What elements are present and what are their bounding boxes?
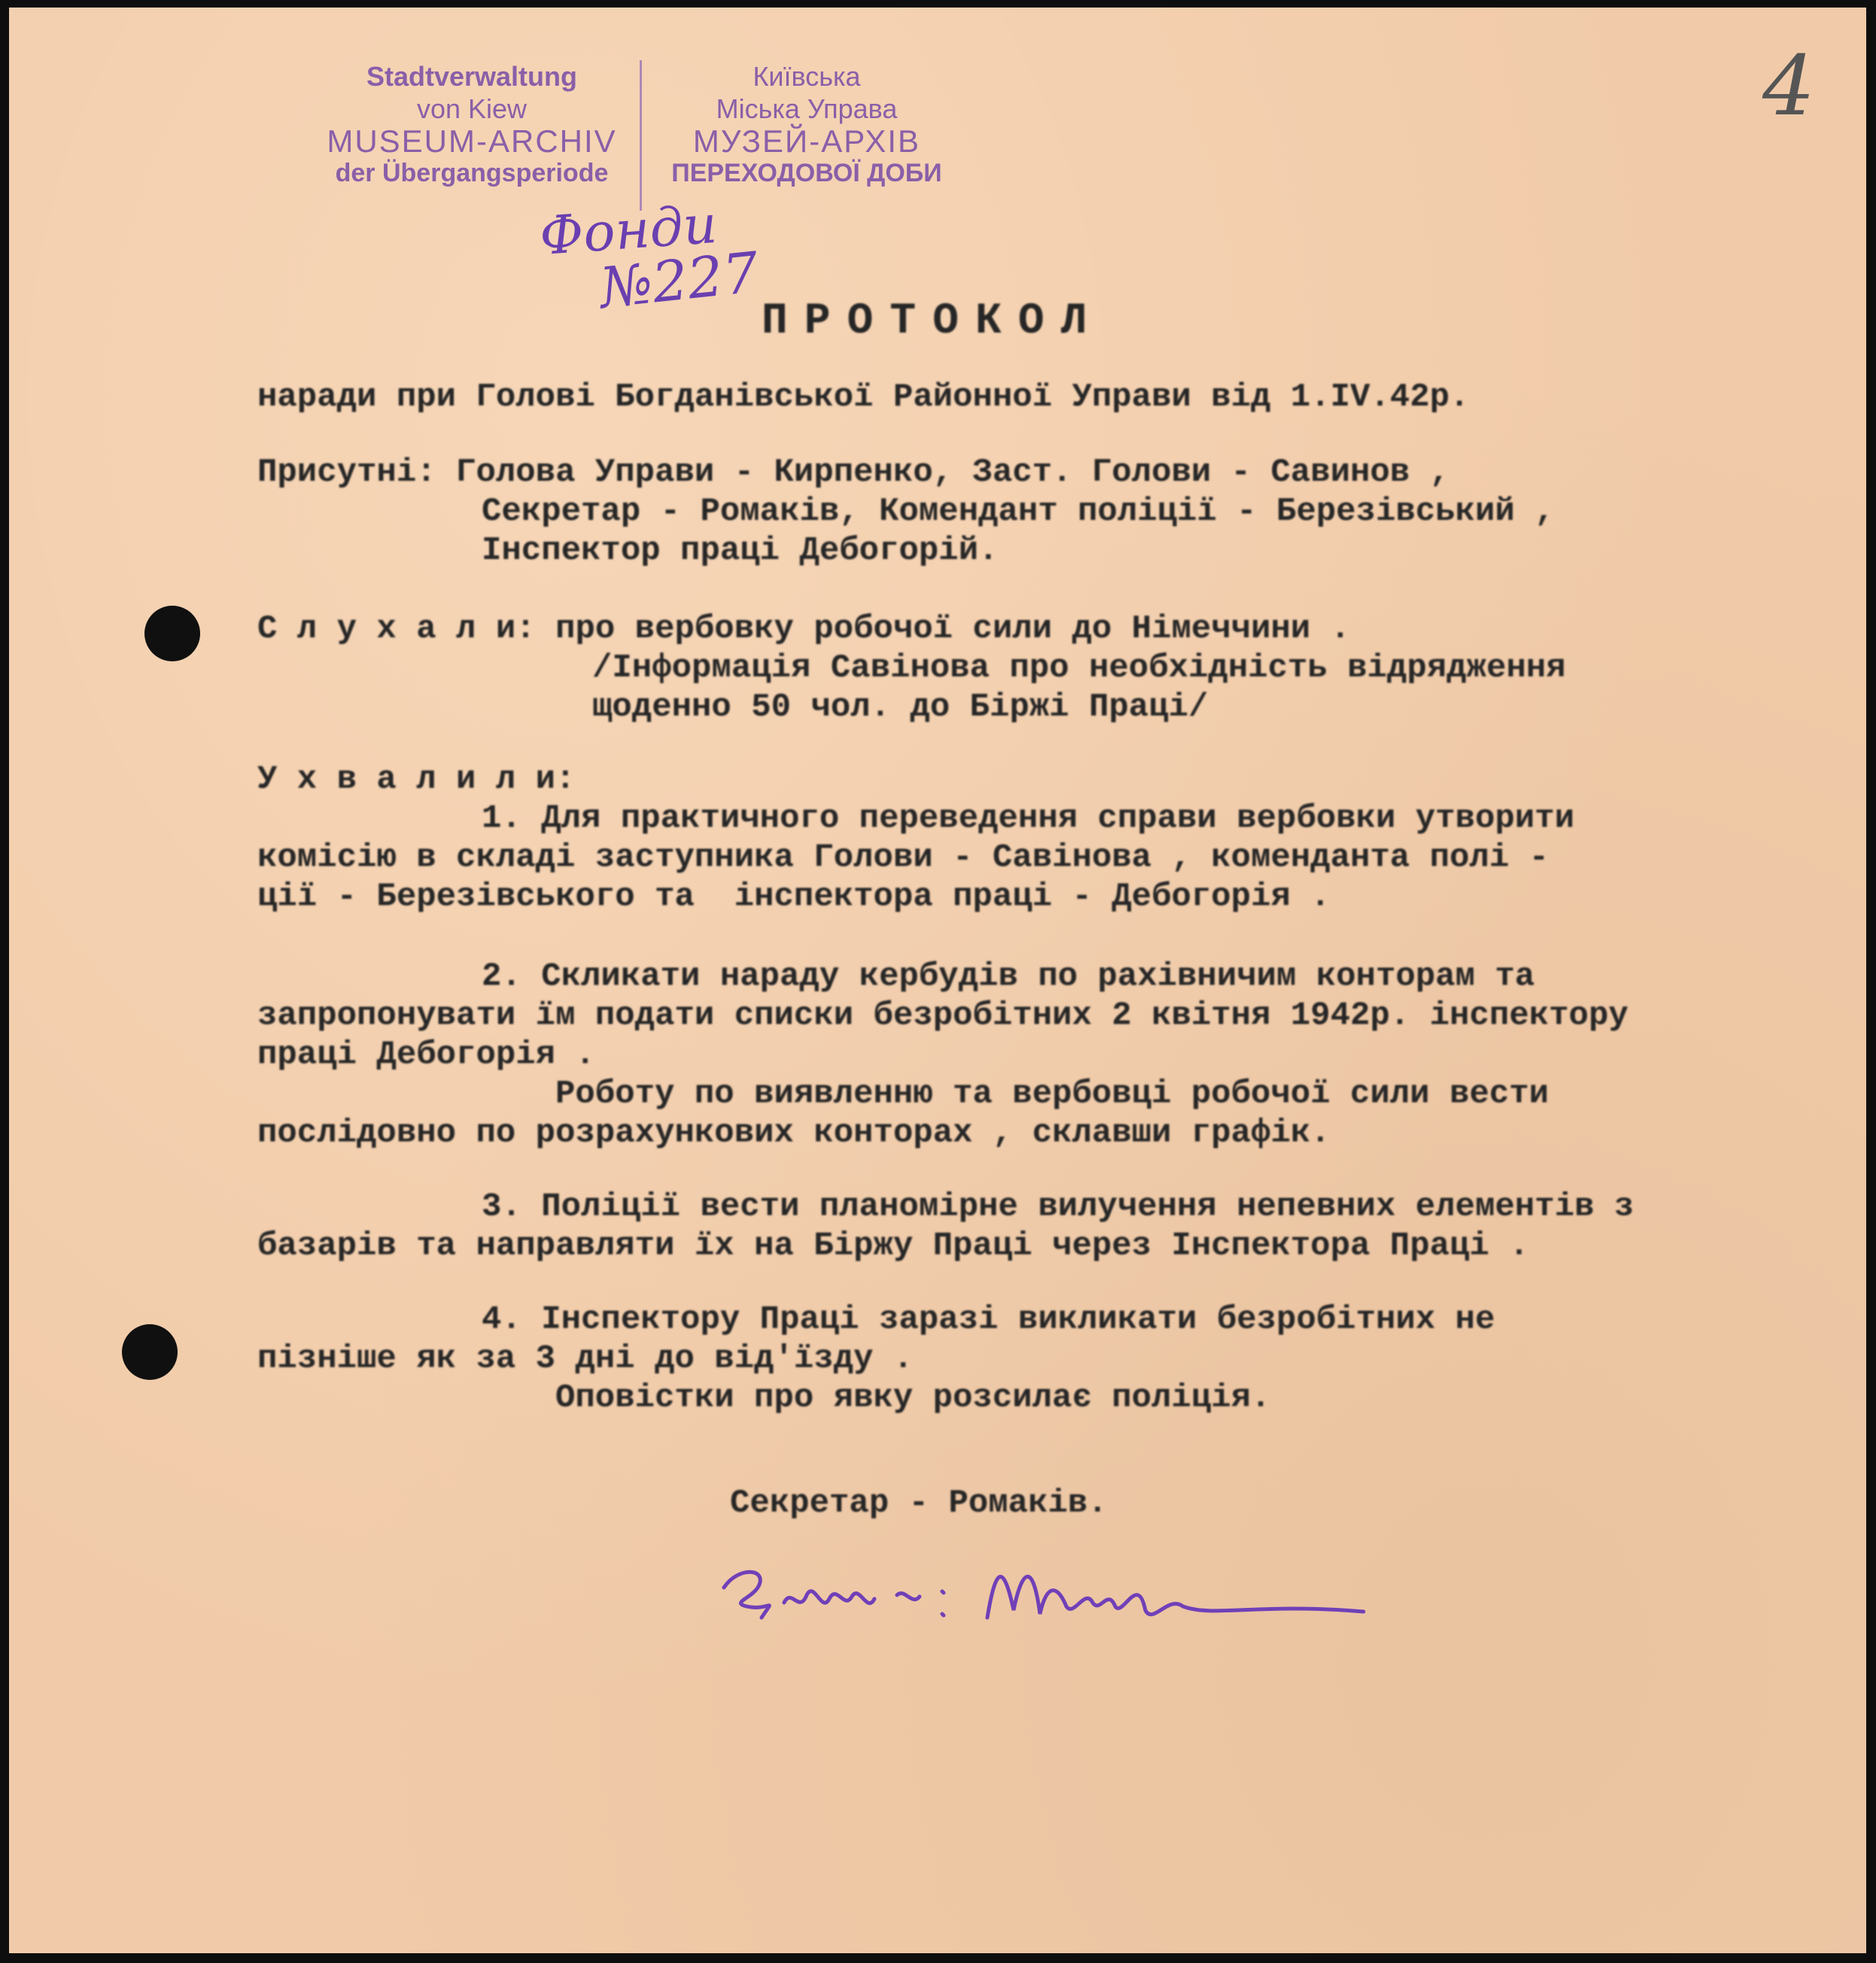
stamp-ua-line-1: Київська (753, 61, 861, 92)
heard-line-1: С л у х а л и: про вербовку робочої сили до Німеччини . (257, 610, 1351, 648)
punch-hole (122, 1324, 178, 1380)
present-line-1: Присутні: Голова Управи - Кирпенко, Заст. Голови - Савинов , (257, 454, 1450, 491)
secretary-signature-line: Секретар - Ромаків. (730, 1484, 1108, 1522)
handwritten-fond-number: №227 (597, 240, 762, 321)
item-3-line-2: базарів та направляти їх на Біржу Праці через Інспектора Праці . (257, 1227, 1529, 1265)
item-4-line-2: пізніше як за 3 дні до від'їзду . (257, 1340, 914, 1378)
item-2-line-5: послідовно по розрахункових конторах , склавши графік. (257, 1114, 1330, 1152)
item-2-line-4: Роботу по виявленню та вербовці робочої сили вести (555, 1075, 1549, 1113)
stamp-ua-line-2: Міська Управа (716, 93, 898, 124)
decided-heading: У х в а л и л и: (257, 761, 576, 798)
handwritten-fond-label: Фонди (537, 193, 719, 268)
item-2-line-2: запропонувати їм подати списки безробітних 2 квітня 1942р. інспектору (257, 997, 1628, 1035)
item-4-line-1: 4. Інспектору Праці заразі викликати безробітних не (482, 1301, 1495, 1339)
certified-signature (716, 1542, 1379, 1640)
stamp-de-line-4: der Übergangsperiode (335, 159, 609, 187)
stamp-de-line-2: von Kiew (416, 93, 528, 124)
archive-stamp (306, 53, 984, 218)
stamp-german-column (306, 60, 637, 190)
present-line-2: Секретар - Ромаків, Комендант поліції - Березівський , (482, 493, 1555, 530)
item-1-line-1: 1. Для практичного переведення справи вербовки утворити (482, 800, 1575, 837)
stamp-de-line-1: Stadtverwaltung (366, 61, 578, 92)
handwritten-page-number: 4 (1762, 38, 1815, 134)
stamp-ukrainian-column (641, 60, 972, 190)
subtitle-line: наради при Голові Богданівської Районної Управи від 1.IV.42р. (257, 378, 1470, 416)
stamp-de-line-3: MUSEUM-ARCHIV (327, 123, 617, 159)
item-1-line-3: ції - Березівського та інспектора праці - Дебогорія . (257, 878, 1330, 916)
item-4-line-3: Оповістки про явку розсилає поліція. (555, 1379, 1271, 1417)
present-line-3: Інспектор праці Дебогорій. (482, 532, 999, 570)
heard-line-2: /Інформація Савінова про необхідність відрядження (592, 649, 1566, 687)
document-page (9, 8, 1866, 1953)
punch-hole (144, 606, 200, 661)
stamp-ua-line-4: ПЕРЕХОДОВОЇ ДОБИ (671, 159, 942, 187)
item-2-line-3: праці Дебогорія . (257, 1036, 595, 1074)
heard-line-3: щоденно 50 чол. до Біржі Праці/ (592, 688, 1209, 726)
item-3-line-1: 3. Поліції вести планомірне вилучення непевних елементів з (482, 1188, 1634, 1226)
stamp-ua-line-3: МУЗЕЙ-АРХІВ (692, 123, 921, 159)
document-title: ПРОТОКОЛ (762, 297, 1104, 346)
item-2-line-1: 2. Скликати нараду кербудів по рахівничим конторам та (482, 958, 1535, 995)
item-1-line-2: комісію в складі заступника Голови - Савінова , коменданта полі - (257, 839, 1549, 877)
